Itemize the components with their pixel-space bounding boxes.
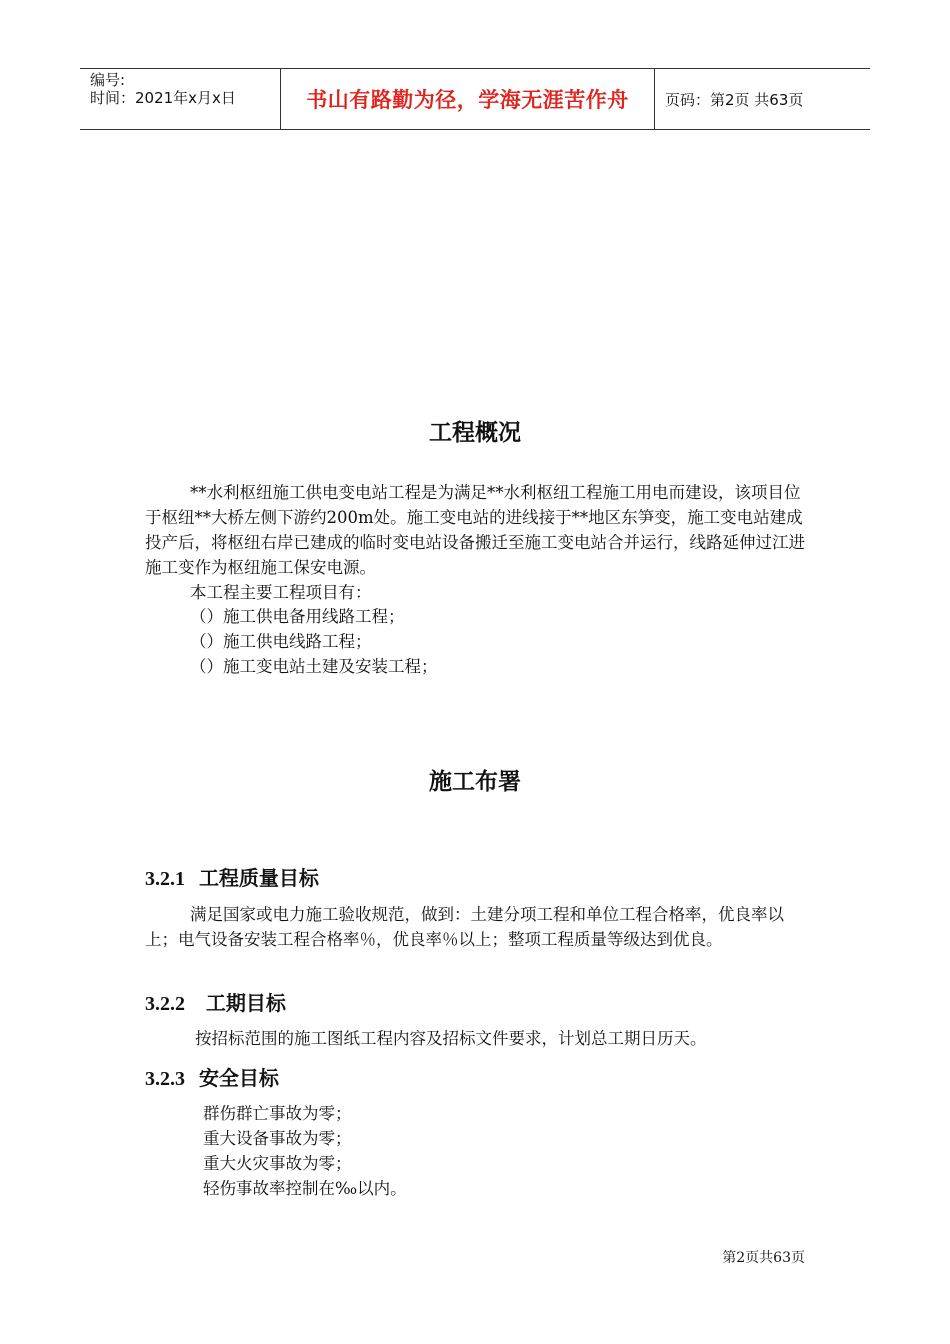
- safety-item: 群伤群亡事故为零；: [203, 1104, 352, 1123]
- section-heading-safety: [145, 1062, 279, 1091]
- list-item: （）施工供电备用线路工程；: [190, 607, 405, 626]
- schedule-target-text: 按招标范围的施工图纸工程内容及招标文件要求，计划总工期日历天。: [195, 1029, 707, 1048]
- document-number-label: 编号:: [90, 71, 126, 89]
- list-item: （）施工变电站土建及安装工程；: [190, 657, 438, 676]
- list-item: （）施工供电线路工程；: [190, 632, 372, 651]
- items-intro: 本工程主要工程项目有：: [190, 583, 372, 602]
- section-title: 工期目标: [205, 991, 286, 1015]
- overview-paragraph: **水利枢纽施工供电变电站工程是为满足**水利枢纽工程施工用电而建设，该项目位于枢纽**大桥左侧下游约200m处。施工变电站的进线接于**地区东笋变，施工变电站建成投产后，将枢纽右岸已建成的临时变电站设备搬迁至施工变电站合并运行，线路延伸过江进施工变作为枢纽施工保安电源。: [145, 483, 805, 577]
- overview-title: 工程概况: [429, 420, 521, 446]
- page-footer: 第2页共63页: [722, 1250, 805, 1266]
- safety-item: 重大火灾事故为零；: [203, 1154, 352, 1173]
- section-title: 工程质量目标: [198, 866, 319, 890]
- section-number: 3.2.1: [145, 868, 185, 890]
- deployment-title: 施工布署: [429, 769, 521, 795]
- header-page-info: 页码：第2页 共63页: [665, 90, 804, 109]
- section-number: 3.2.3: [145, 1068, 185, 1090]
- section-number: 3.2.2: [145, 993, 185, 1015]
- document-date: 时间：2021年x月x日: [90, 89, 236, 107]
- quality-target-text: 满足国家或电力施工验收规范，做到：土建分项工程和单位工程合格率，优良率以上；电气设备安装工程合格率％，优良率％以上；整项工程质量等级达到优良。: [145, 905, 784, 949]
- section-heading-quality: [145, 862, 319, 891]
- safety-item: 重大设备事故为零；: [203, 1129, 352, 1148]
- page-header: [80, 68, 870, 130]
- safety-item: 轻伤事故率控制在‰以内。: [203, 1179, 407, 1198]
- section-heading-schedule: [145, 987, 286, 1016]
- section-title: 安全目标: [198, 1066, 279, 1090]
- header-motto: 书山有路勤为径，学海无涯苦作舟: [281, 69, 655, 129]
- header-meta-cell: [80, 69, 281, 129]
